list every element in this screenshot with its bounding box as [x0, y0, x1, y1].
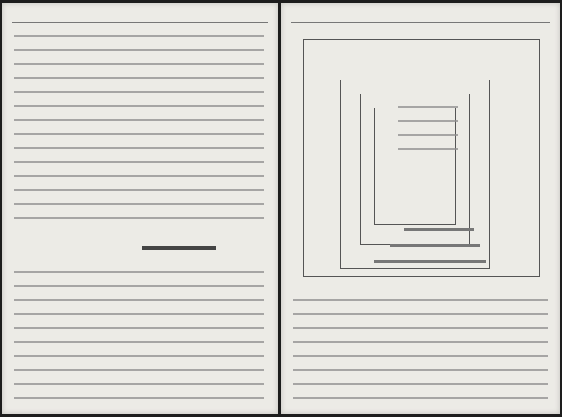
- left-page: [2, 3, 278, 414]
- nested-boxes-diagram: [303, 39, 540, 277]
- right-page-header: [291, 12, 550, 23]
- diagram-label-outer-caption: [374, 260, 486, 263]
- left-page-paragraph-upper: [14, 29, 264, 229]
- left-page-header: [12, 12, 268, 23]
- left-page-paragraph-lower: [14, 265, 264, 405]
- diagram-label-middle-caption: [390, 244, 480, 247]
- right-page: [281, 3, 560, 414]
- diagram-inner-labels: [398, 100, 458, 152]
- right-page-paragraph: [293, 293, 548, 407]
- section-heading: [142, 246, 216, 250]
- diagram-label-inner-caption: [404, 228, 474, 231]
